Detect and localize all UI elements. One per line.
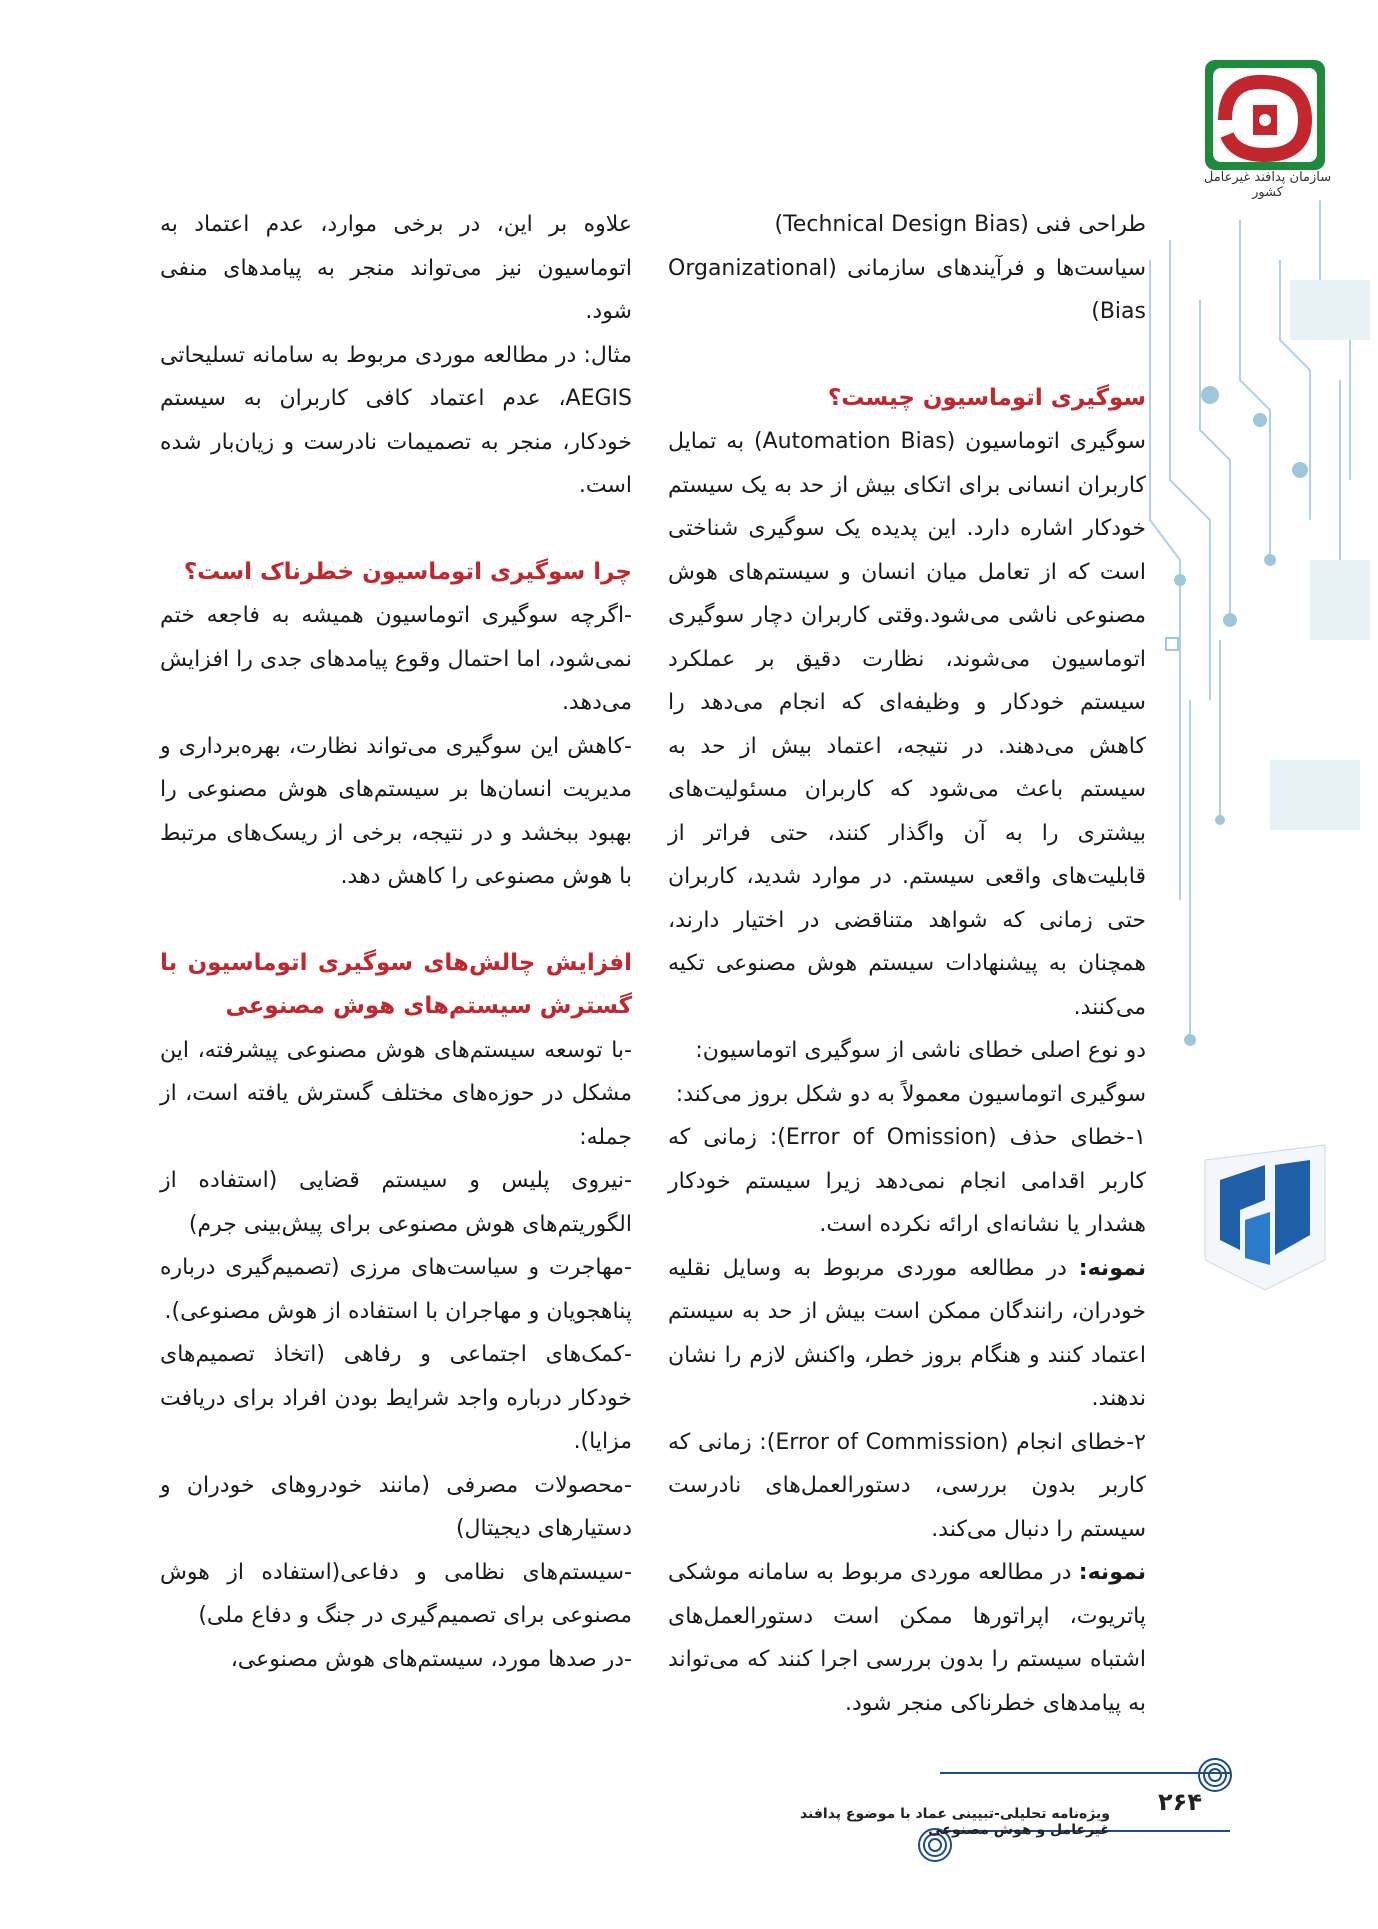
organization-logo-icon [1205,60,1325,170]
list-item: -در صدها مورد، سیستم‌های هوش مصنوعی، [230,1646,632,1672]
paragraph-not-always-disaster: -اگرچه سوگیری اتوماسیون همیشه به فاجعه ختم نمی‌شود، اما احتمال وقوع پیامدهای جدی را افزایش می‌دهد. [160,603,632,715]
paragraph-definition: سوگیری اتوماسیون (Automation Bias) به تمایل کاربران انسانی برای اتکای بیش از حد به یک سیستم خودکار اشاره دارد. این پدیده یک سوگیری شناختی است که از تعامل میان انسان و سیستم‌های هوش مصنوعی ناشی می‌شود.وقتی کاربران دچار سوگیری اتوماسیون می‌شوند، نظارت دقیق بر عملکرد سیستم خودکار و وظیفه‌ای که انجام می‌دهد را کاهش می‌دهند. در نتیجه، اعتماد بیش از حد به سیستم باعث می‌شود که کاربران مسئولیت‌های بیشتری را به آن واگذار کنند، حتی فراتر از قابلیت‌های واقعی سیستم. در موارد شدید، کاربران حتی زمانی که شواهد متناقضی در اختیار دارند، همچنان به پیشنهادات سیستم هوش مصنوعی تکیه می‌کنند. [668,429,1146,1020]
paragraph-distrust: علاوه بر این، در برخی موارد، عدم اعتماد به اتوماسیون نیز می‌تواند منجر به پیامدهای منفی شود. [160,212,632,324]
paragraph-two-types-1: دو نوع اصلی خطای ناشی از سوگیری اتوماسیون: [695,1038,1146,1063]
list-item: -محصولات مصرفی (مانند خودروهای خودران و دستیارهای دیجیتال) [160,1472,632,1541]
heading-what-is-automation-bias: سوگیری اتوماسیون چیست؟ [827,384,1146,411]
list-item: -نیروی پلیس و سیستم قضایی (استفاده از الگوریتم‌های هوش مصنوعی برای پیش‌بینی جرم) [160,1168,632,1237]
example-text: در مطالعه موردی مربوط به وسایل نقلیه خودران، رانندگان ممکن است بیش از حد به سیستم اعتماد کنند و هنگام بروز خطر، واکنش لازم را نشان ندهند. [668,1255,1146,1411]
list-item: -کمک‌های اجتماعی و رفاهی (اتخاذ تصمیم‌های خودکار درباره واجد شرایط بودن افراد برای دریافت مزایا). [160,1342,632,1454]
example-label: نمونه: [1078,1255,1146,1281]
paragraph-omission: ۱-خطای حذف (Error of Omission): زمانی که کاربر اقدامی انجام نمی‌دهد زیرا سیستم خودکار هشدار یا نشانه‌ای ارائه نکرده است. [668,1125,1146,1237]
footer-line-top [940,1772,1230,1774]
paragraph-reduce-bias: -کاهش این سوگیری می‌تواند نظارت، بهره‌برداری و مدیریت انسان‌ها بر سیستم‌های هوش مصنوعی را بهبود ببخشد و در نتیجه، برخی از ریسک‌های مرتبط با هوش مصنوعی را کاهش دهد. [160,733,632,889]
paragraph-two-types-2: سوگیری اتوماسیون معمولاً به دو شکل بروز می‌کند: [675,1081,1146,1107]
example-label: نمونه: [1078,1560,1146,1585]
example-text: در مطالعه موردی مربوط به سامانه موشکی پاتریوت، اپراتورها ممکن است دستورالعمل‌های اشتباه سیستم را بدون بررسی اجرا کنند که می‌تواند به پیامدهای خطرناکی منجر شود. [668,1560,1146,1716]
organization-caption: سازمان پدافند غیرعامل کشور [1203,170,1332,200]
paragraph-example-2 [668,1551,1146,1725]
footer-caption: ویژه‌نامه تحلیلی-تبیینی عماد با موضوع پدافند غیرعامل و هوش مصنوعی [799,1806,1110,1838]
list-item: -سیستم‌های نظامی و دفاعی(استفاده از هوش مصنوعی برای تصمیم‌گیری در جنگ و دفاع ملی) [160,1559,632,1628]
heading-why-dangerous: چرا سوگیری اتوماسیون خطرناک است؟ [183,558,632,585]
paragraph-example-1 [668,1247,1146,1421]
emad-logo-icon [1195,1140,1335,1295]
intro-line-1: طراحی فنی (Technical Design Bias) [774,212,1146,237]
paragraph-commission: ۲-خطای انجام (Error of Commission): زمانی که کاربر بدون بررسی، دستورالعمل‌های نادرست سیستم را دنبال می‌کند. [668,1429,1146,1542]
heading-challenges: افزایش چالش‌های سوگیری اتوماسیون با گسترش سیستم‌های هوش مصنوعی [160,949,632,1019]
paragraph-development: -با توسعه سیستم‌های هوش مصنوعی پیشرفته، این مشکل در حوزه‌های مختلف گسترش یافته است، از جمله: [160,1037,632,1150]
paragraph-aegis: مثال: در مطالعه موردی مربوط به سامانه تسلیحاتی AEGIS، عدم اعتماد کافی کاربران به سیستم خودکار، منجر به تصمیمات نادرست و زیان‌بار شده است. [160,342,632,498]
right-column [668,203,1146,1725]
left-column [160,203,632,1681]
intro-line-2: سیاست‌ها و فرآیندهای سازمانی (Organizational Bias) [668,255,1146,324]
circuit-decoration [1140,0,1378,1929]
page-number: ۲۶۴ [1158,1788,1202,1816]
list-item: -مهاجرت و سیاست‌های مرزی (تصمیم‌گیری درباره پناهجویان و مهاجران با استفاده از هوش مصنوعی). [160,1255,632,1324]
